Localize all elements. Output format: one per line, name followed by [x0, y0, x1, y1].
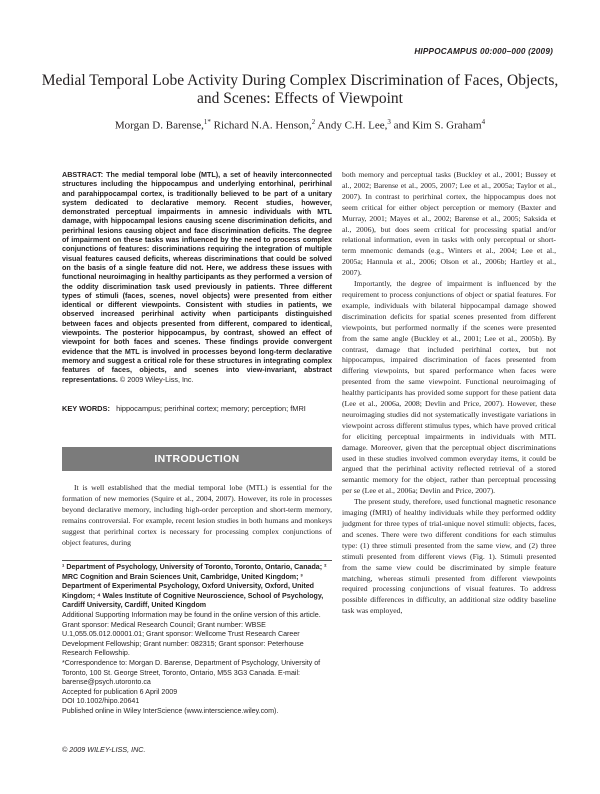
author-name: and Kim S. Graham	[393, 119, 482, 132]
author-affil: 3	[387, 118, 391, 126]
abstract-label: ABSTRACT:	[62, 170, 104, 179]
doi-note: DOI 10.1002/hipo.20641	[62, 697, 140, 706]
keywords-text: hippocampus; perirhinal cortex; memory; perception; fMRI	[116, 404, 306, 413]
abstract-text: The medial temporal lobe (MTL), a set of heavily interconnected structures including the hippocampus and underlying entorhinal, perirhinal and parahippocampal cortex, is traditionally believed to be part of a unitary system dedicated to declarative memory. Recent studies, however, demonstrated perceptual impairments in amnesic individuals with MTL damage, with hippocampal lesions causing scene discrimination deficits, and perirhinal lesions causing object and face discrimination deficits. The degree of impairment on these tasks was influenced by the need to process complex conjunctions of features: discriminations requiring the integration of multiple visual features caused deficits, whereas discriminations that could be solved on the basis of a single feature did not. Here, we address these issues with functional neuroimaging in healthy participants as they performed a version of the oddity discrimination task used previously in patients. Three different types of stimuli (faces, scenes, novel objects) were presented from either identical or different viewpoints. Consistent with studies in patients, we observed increased perirhinal activity when participants distinguished between faces and objects presented from different, compared to identical, viewpoints. The posterior hippocampus, by contrast, showed an effect of viewpoint for both faces and scenes. These findings provide convergent evidence that the MTL is involved in processes beyond long-term declarative memory and suggest a critical role for these structures in integrating complex features of faces, objects, and scenes into view-invariant, abstract representations.	[62, 170, 333, 384]
intro-paragraph: It is well established that the medial temporal lobe (MTL) is essential for the formation of new memories (Squire et al., 2004, 2007). However, its role in processes beyond declarative memory, including high-order perception and short-term memory, remains controversial. For example, recent lesion studies in both humans and monkeys suggest that perirhinal cortex is necessary for processing complex conjunctions of object features, during	[62, 483, 332, 547]
keywords	[62, 404, 332, 414]
supporting-info-note: Additional Supporting Information may be found in the online version of this article.	[62, 610, 321, 619]
author-name: Andy C.H. Lee,	[317, 119, 388, 132]
online-note: Published online in Wiley InterScience (www.interscience.wiley.com).	[62, 706, 279, 715]
correspondence-note: *Correspondence to: Morgan D. Barense, Department of Psychology, University of Toronto, 100 St. George Street, Toronto, Ontario, M5S 3G3 Canada. E-mail: barense@psych.utoronto.ca	[62, 658, 321, 687]
body-paragraph: Importantly, the degree of impairment is influenced by the requirement to process conjunctions of object or spatial features. For example, individuals with bilateral hippocampal damage showed discrimination deficits for spatial scenes presented from different viewpoints, but performed normally if the scenes were presented from the same angle (Buckley et al., 2001; Lee et al., 2005b). By contrast, damage that included perirhinal cortex, but not hippocampus, impaired discrimination of faces presented from differing viewpoints, but spared performance when faces were presented from the same viewpoint. Functional neuroimaging of healthy participants has provided some support for these patient data (Lee et al., 2006a, 2008; Devlin and Price, 2007). However, these neuroimaging studies did not systematically investigate variations in viewpoint across different stimulus types, which have proved critical for eliciting perceptual impairments in individuals with MTL damage. Moreover, given that the perceptual object discriminations used in these studies involved common everyday items, it could be argued that the perirhinal activity reflected retrieval of a stored semantic memory for the object, rather than perceptual processing per se (Lee et al., 2006a; Devlin and Price, 2007).	[342, 279, 556, 496]
author-name: Morgan D. Barense,	[114, 119, 204, 132]
author-affil: 1*	[203, 118, 211, 126]
body-paragraph: The present study, therefore, used functional magnetic resonance imaging (fMRI) of healthy individuals while they performed oddity judgment for three types of trial-unique novel stimuli: objects, faces, and scenes. There were two different conditions for each stimulus type: (1) three stimuli presented from the same view, and (2) three stimuli presented from different views (Fig. 1). Stimuli presented from the same view could be discriminated by simple feature matching, whereas stimuli presented from different viewpoints required processing conjunctions of visual features. To address possible differences in difficulty, an additional size oddity baseline task was employed,	[342, 497, 556, 616]
abstract-copyright: © 2009 Wiley-Liss, Inc.	[119, 374, 194, 384]
footnotes	[62, 560, 332, 717]
author-list	[40, 118, 560, 132]
affiliations: ¹ Department of Psychology, University of Toronto, Toronto, Ontario, Canada; ² MRC Cognition and Brain Sciences Unit, Cambridge, United Kingdom; ³ Department of Experimental Psychology, Oxford University, Oxford, United Kingdom; ⁴ Wales Institute of Cognitive Neuroscience, School of Psychology, Cardiff University, Cardiff, United Kingdom	[62, 563, 327, 610]
section-heading: INTRODUCTION	[154, 453, 240, 465]
grant-note: Grant sponsor: Medical Research Council; Grant number: WBSE U.1,055.05.012.00001.01; Grant sponsor: Wellcome Trust Research Career Development Fellowship; Grant number: 082315; Grant sponsor: Peterhouse Research Fellowship.	[62, 620, 304, 658]
section-heading-band	[62, 447, 332, 471]
keywords-label: KEY WORDS:	[62, 404, 110, 413]
abstract	[62, 170, 332, 384]
paper-title: Medial Temporal Lobe Activity During Complex Discrimination of Faces, Objects, and Scenes: Effects of Viewpoint	[41, 72, 559, 107]
copyright-footer: © 2009 WILEY-LISS, INC.	[62, 745, 146, 754]
journal-header: HIPPOCAMPUS 00:000–000 (2009)	[414, 47, 553, 56]
author-affil: 4	[481, 118, 486, 126]
author-name: Richard N.A. Henson,	[213, 119, 312, 132]
author-affil: 2	[311, 118, 316, 126]
accepted-note: Accepted for publication 6 April 2009	[62, 687, 178, 696]
right-column	[342, 170, 556, 617]
body-paragraph: both memory and perceptual tasks (Buckley et al., 2001; Bussey et al., 2002; Barense et al., 2005, 2007; Lee et al., 2005a; Taylor et al., 2007). In contrast to perirhinal cortex, the hippocampus does not seem critical for either object perception or memory (Baxter and Murray, 2001; Mayes et al., 2002; Barense et al., 2005; Saksida et al., 2006), but does seem critical for processing spatial and/or relational information, even in tasks with only perceptual or short-term mnemonic demands (e.g., Winters et al., 2004; Lee et al., 2005a; Hannula et al., 2006; Olson et al., 2006b; Hartley et al., 2007).	[342, 170, 556, 278]
